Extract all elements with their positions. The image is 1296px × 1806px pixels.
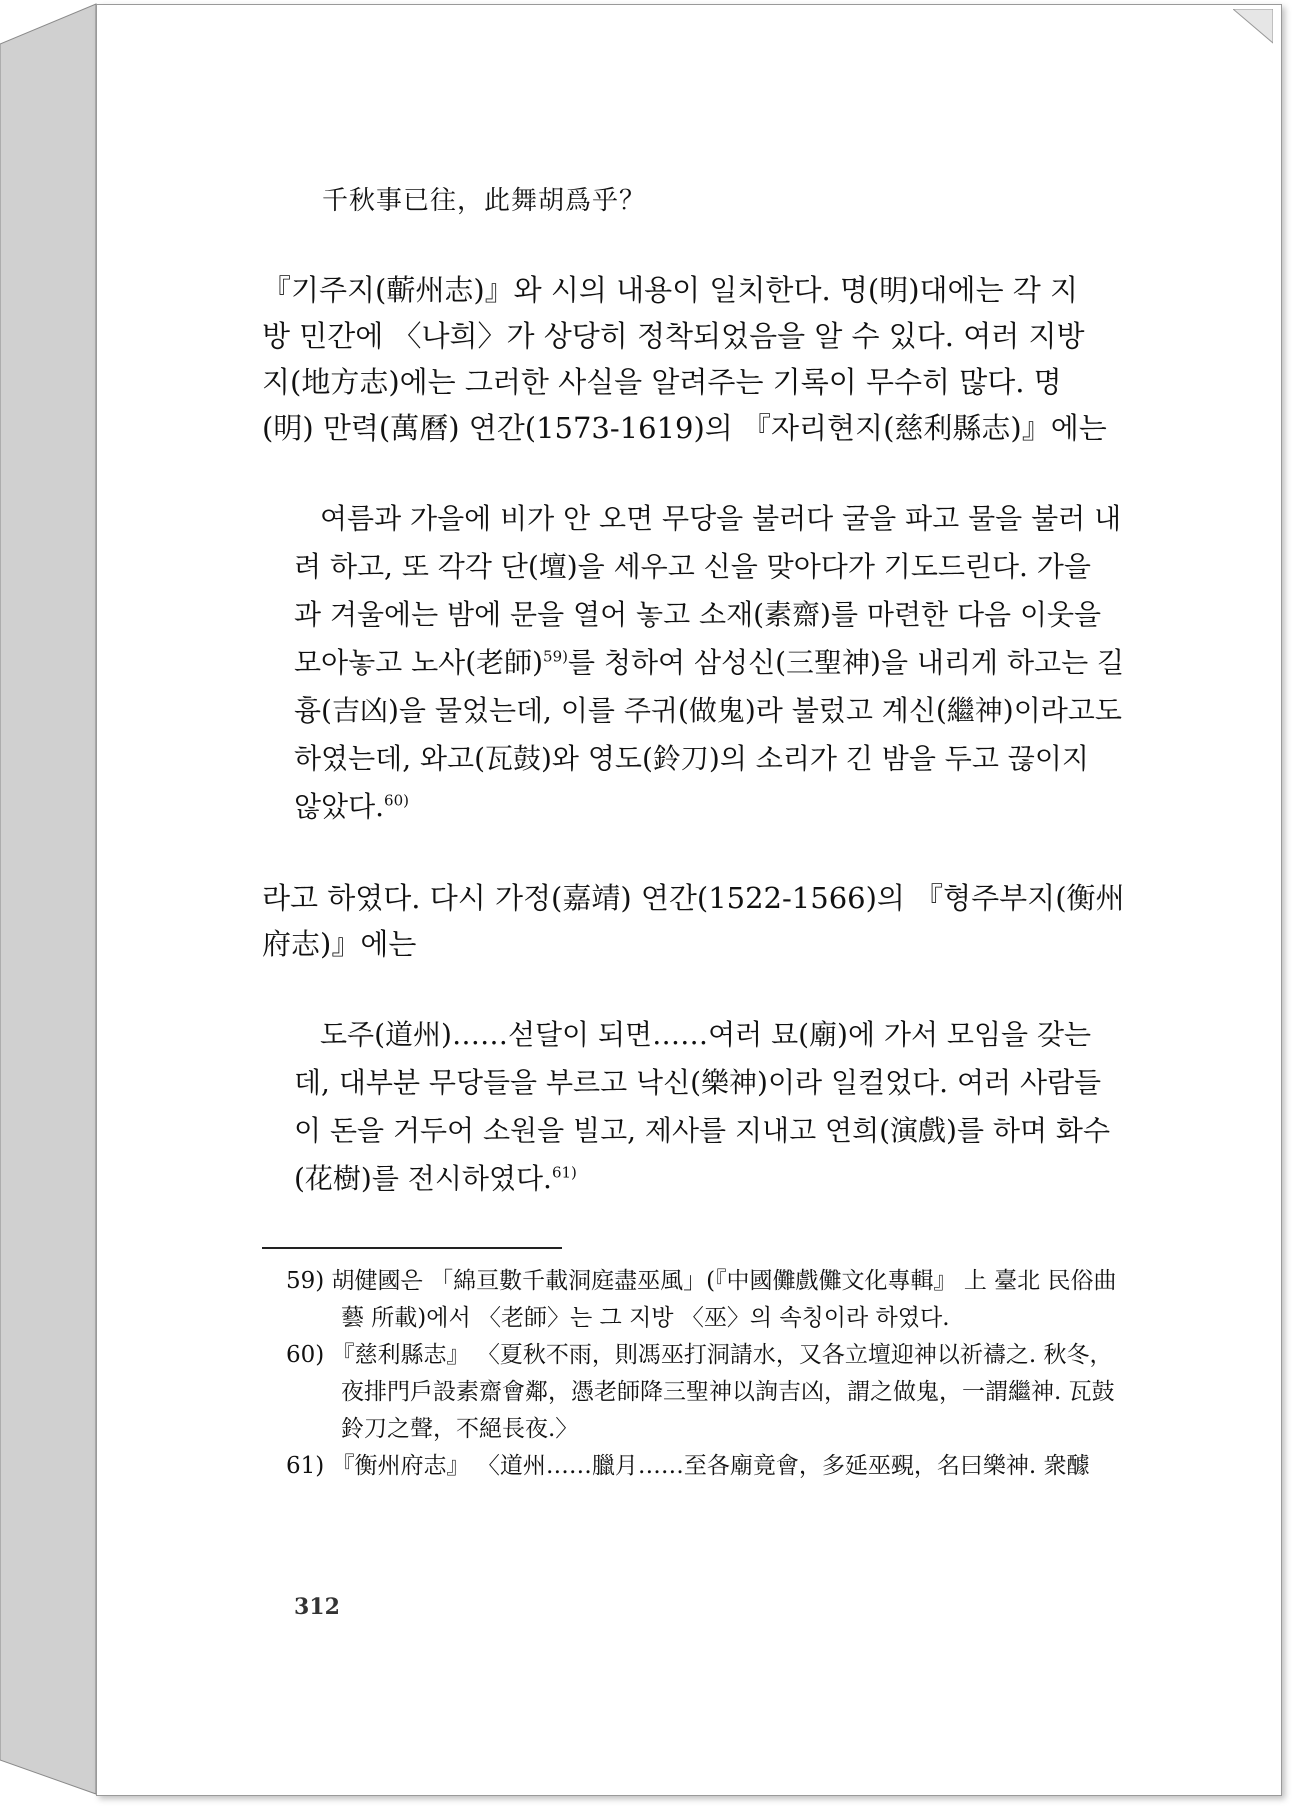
text-line: 데, 대부분 무당들을 부르고 낙신(樂神)이라 일컬었다. 여러 사람들 xyxy=(294,1066,1102,1099)
footnote-60-cont: 夜排門戶設素齋會鄰，憑老師降三聖神以詢吉凶，謂之做鬼，一謂繼神. 瓦鼓 xyxy=(341,1379,1115,1405)
text-line: 『기주지(蘄州志)』와 시의 내용이 일치한다. 명(明)대에는 각 지 xyxy=(262,273,1079,307)
footnote-ref-60: 60) xyxy=(384,791,409,810)
footnote-61: 61) 『衡州府志』 〈道州……臘月……至各廟竟會，多延巫覡，名曰樂神. 衆醵 xyxy=(286,1453,1090,1479)
block-quote-1 xyxy=(294,495,1128,831)
footnotes xyxy=(262,1263,1128,1485)
chinese-quote: 千秋事已往，此舞胡爲乎？ xyxy=(322,186,647,216)
text-line: 府志)』에는 xyxy=(262,927,417,961)
page-content xyxy=(262,180,1128,1485)
text-line: 모아놓고 노사(老師)$^{59)}$를 청하여 삼성신(三聖神)을 내리게 하고는 길 xyxy=(294,646,1125,679)
block-quote-2 xyxy=(294,1011,1128,1203)
text-line: 려 하고, 또 각각 단(壇)을 세우고 신을 맞아다가 기도드린다. 가을 xyxy=(294,550,1091,583)
text-line: (花樹)를 전시하였다.$^{61)}$ xyxy=(294,1162,577,1195)
footnote-60-cont: 鈴刀之聲，不絕長夜.〉 xyxy=(341,1416,579,1442)
paragraph-1 xyxy=(262,267,1128,451)
text-line: 흉(吉凶)을 물었는데, 이를 주귀(做鬼)라 불렀고 계신(繼神)이라고도 xyxy=(294,694,1122,727)
text-line: 방 민간에 〈나희〉가 상당히 정착되었음을 알 수 있다. 여러 지방 xyxy=(262,319,1085,353)
text-line: 하였는데, 와고(瓦鼓)와 영도(鈴刀)의 소리가 긴 밤을 두고 끊이지 xyxy=(294,742,1089,775)
footnote-ref-59: 59) xyxy=(543,647,568,666)
text-line: 이 돈을 거두어 소원을 빌고, 제사를 지내고 연희(演戲)를 하며 화수 xyxy=(294,1114,1111,1147)
text-line: (明) 만력(萬曆) 연간(1573-1619)의 『자리현지(慈利縣志)』에는 xyxy=(262,411,1107,445)
footnote-59: 59) 胡健國은 「綿亘數千載洞庭盡巫風」(『中國儺戲儺文化專輯』 上 臺北 民俗曲 xyxy=(286,1268,1117,1294)
paragraph-2 xyxy=(262,875,1128,967)
footnote-59-cont: 藝 所載)에서 〈老師〉는 그 지방 〈巫〉의 속칭이라 하였다. xyxy=(341,1305,950,1331)
text-line: 여름과 가을에 비가 안 오면 무당을 불러다 굴을 파고 물을 불러 내 xyxy=(320,502,1122,535)
footnote-divider xyxy=(262,1247,562,1249)
text-line: 라고 하였다. 다시 가정(嘉靖) 연간(1522-1566)의 『형주부지(衡州 xyxy=(262,881,1125,915)
text-line: 않았다.$^{60)}$ xyxy=(294,790,409,823)
text-line: 과 겨울에는 밤에 문을 열어 놓고 소재(素齋)를 마련한 다음 이웃을 xyxy=(294,598,1102,631)
book-spine xyxy=(0,0,100,1806)
footnote-60: 60) 『慈利縣志』 〈夏秋不雨，則馮巫打洞請水，又各立壇迎神以祈禱之. 秋冬， xyxy=(286,1342,1113,1368)
page-number: 312 xyxy=(294,1594,340,1620)
page-corner-fold xyxy=(1233,9,1273,49)
text-line: 도주(道州)……섣달이 되면……여러 묘(廟)에 가서 모임을 갖는 xyxy=(320,1018,1092,1051)
text-line: 지(地方志)에는 그러한 사실을 알려주는 기록이 무수히 많다. 명 xyxy=(262,365,1062,399)
footnote-ref-61: 61) xyxy=(551,1163,577,1182)
